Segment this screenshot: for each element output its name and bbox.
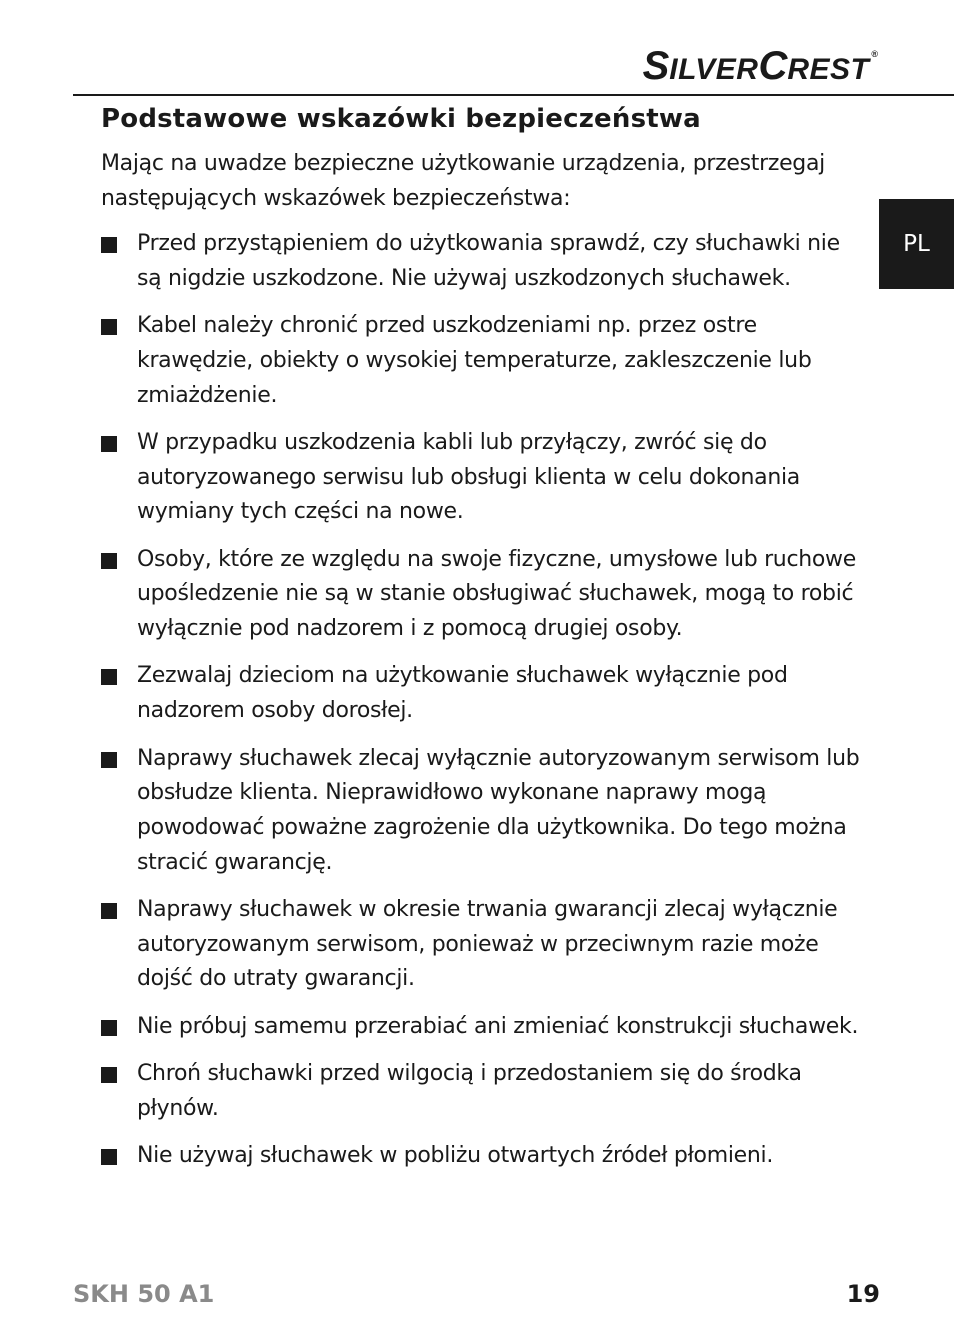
square-bullet-icon xyxy=(101,436,117,452)
brand-logo-ilver: ILVER xyxy=(669,53,759,86)
language-tab: PL xyxy=(879,199,954,289)
page-number: 19 xyxy=(846,1280,880,1308)
safety-list xyxy=(101,227,861,1187)
list-item-text: Naprawy słuchawek zlecaj wyłącznie autoryzowanym serwisom lub obsłudze klienta. Nieprawidłowo wykonane naprawy mogą powodować poważne zagrożenie dla użytkownika. Do tego można stracić gwarancję. xyxy=(137,745,860,875)
list-item-text: Przed przystąpieniem do użytkowania sprawdź, czy słuchawki nie są nigdzie uszkodzone. Nie używaj uszkodzonych słuchawek. xyxy=(137,231,840,291)
list-item-text: W przypadku uszkodzenia kabli lub przyłączy, zwróć się do autoryzowanego serwisu lub obsługi klienta w celu dokonania wymiany tych części na nowe. xyxy=(137,429,800,525)
list-item-text: Kabel należy chronić przed uszkodzeniami np. przez ostre krawędzie, obiekty o wysokiej temperaturze, zakleszczenie lub zmiażdżenie. xyxy=(137,313,812,408)
list-item-text: Nie próbuj samemu przerabiać ani zmieniać konstrukcji słuchawek. xyxy=(137,1013,859,1039)
section-intro: Mając na uwadze bezpieczne użytkowanie urządzenia, przestrzegaj następujących wskazówek bezpieczeństwa: xyxy=(101,151,825,211)
list-item xyxy=(101,742,861,881)
list-item-text: Zezwalaj dzieciom na użytkowanie słuchawek wyłącznie pod nadzorem osoby dorosłej. xyxy=(137,663,788,724)
list-item-text: Osoby, które ze względu na swoje fizyczne, umysłowe lub ruchowe upośledzenie nie są w stanie obsługiwać słuchawek, mogą to robić wyłącznie pod nadzorem i z pomocą drugiej osoby. xyxy=(137,546,856,642)
list-item xyxy=(101,543,861,647)
list-item xyxy=(101,1010,861,1045)
brand-logo-rest: REST xyxy=(787,53,870,86)
square-bullet-icon xyxy=(101,669,117,685)
list-item-text: Nie używaj słuchawek w pobliżu otwartych źródeł płomieni. xyxy=(137,1143,774,1169)
square-bullet-icon xyxy=(101,1149,117,1165)
list-item xyxy=(101,227,861,296)
square-bullet-icon xyxy=(101,553,117,569)
list-item xyxy=(101,1139,861,1174)
list-item xyxy=(101,893,861,997)
list-item xyxy=(101,659,861,728)
list-item xyxy=(101,309,861,413)
section-title: Podstawowe wskazówki bezpieczeństwa xyxy=(101,104,701,134)
square-bullet-icon xyxy=(101,1020,117,1036)
list-item-text: Chroń słuchawki przed wilgocią i przedostaniem się do środka płynów. xyxy=(137,1061,802,1121)
brand-logo-s: S xyxy=(642,44,670,88)
square-bullet-icon xyxy=(101,237,117,253)
list-item xyxy=(101,1057,861,1126)
list-item-text: Naprawy słuchawek w okresie trwania gwarancji zlecaj wyłącznie autoryzowanym serwisom, ponieważ w przeciwnym razie może dojść do utraty gwarancji. xyxy=(137,897,838,992)
square-bullet-icon xyxy=(101,752,117,768)
square-bullet-icon xyxy=(101,1067,117,1083)
brand-logo xyxy=(643,46,878,86)
square-bullet-icon xyxy=(101,319,117,335)
footer-model-number: SKH 50 A1 xyxy=(73,1280,215,1308)
square-bullet-icon xyxy=(101,903,117,919)
registered-mark: ® xyxy=(871,49,878,59)
list-item xyxy=(101,426,861,530)
header-divider xyxy=(73,94,954,96)
brand-logo-c: C xyxy=(758,44,788,88)
